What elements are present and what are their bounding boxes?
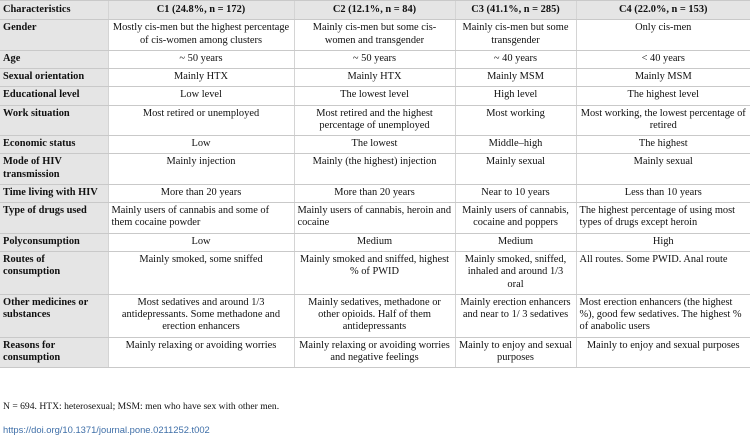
table-row (0, 203, 750, 234)
table-cell: The lowest level (294, 87, 455, 105)
row-label: Type of drugs used (0, 203, 108, 234)
row-label: Reasons for consumption (0, 337, 108, 368)
table-cell: Less than 10 years (576, 184, 750, 202)
table-footnote: N = 694. HTX: heterosexual; MSM: men who have sex with other men. (3, 401, 280, 412)
column-header: Characteristics (0, 1, 108, 20)
row-label: Other medicines or substances (0, 294, 108, 337)
table-cell: More than 20 years (294, 184, 455, 202)
table-cell: High level (455, 87, 576, 105)
doi-link[interactable]: https://doi.org/10.1371/journal.pone.0211252.t002 (3, 424, 210, 435)
table-cell: ~ 40 years (455, 50, 576, 68)
table-cell: Medium (294, 233, 455, 251)
table-cell: Mainly cis-men but some cis-women and transgender (294, 20, 455, 51)
table-row (0, 87, 750, 105)
column-header: C3 (41.1%, n = 285) (455, 1, 576, 20)
table-cell: Mainly smoked, sniffed, inhaled and around 1/3 oral (455, 251, 576, 294)
table-cell: Mainly users of cannabis and some of them cocaine powder (108, 203, 294, 234)
table-cell: ~ 50 years (294, 50, 455, 68)
table-cell: Most working (455, 105, 576, 136)
table-cell: Mostly cis-men but the highest percentage of cis-women among clusters (108, 20, 294, 51)
row-label: Polyconsumption (0, 233, 108, 251)
table-cell: Mainly erection enhancers and near to 1/ 3 sedatives (455, 294, 576, 337)
row-label: Economic status (0, 136, 108, 154)
table-cell: Middle–high (455, 136, 576, 154)
table-cell: ~ 50 years (108, 50, 294, 68)
table-row (0, 184, 750, 202)
table-header-row (0, 1, 750, 20)
table-row (0, 337, 750, 368)
table-row (0, 251, 750, 294)
table-cell: More than 20 years (108, 184, 294, 202)
table-cell: Mainly users of cannabis, cocaine and poppers (455, 203, 576, 234)
table-cell: Low (108, 233, 294, 251)
table-row (0, 50, 750, 68)
column-header: C1 (24.8%, n = 172) (108, 1, 294, 20)
table-cell: The highest level (576, 87, 750, 105)
row-label: Age (0, 50, 108, 68)
table-cell: Mainly MSM (576, 69, 750, 87)
table-cell: Mainly relaxing or avoiding worries (108, 337, 294, 368)
row-label: Educational level (0, 87, 108, 105)
row-label: Sexual orientation (0, 69, 108, 87)
table-cell: High (576, 233, 750, 251)
row-label: Routes of consumption (0, 251, 108, 294)
table-cell: Mainly MSM (455, 69, 576, 87)
table-cell: Mainly (the highest) injection (294, 154, 455, 185)
table-cell: Mainly relaxing or avoiding worries and negative feelings (294, 337, 455, 368)
table-cell: Low (108, 136, 294, 154)
table-cell: Mainly smoked and sniffed, highest % of PWID (294, 251, 455, 294)
table-cell: The lowest (294, 136, 455, 154)
row-label: Work situation (0, 105, 108, 136)
table-cell: Most erection enhancers (the highest %), good few sedatives. The highest % of anabolic users (576, 294, 750, 337)
table-cell: The highest percentage of using most types of drugs except heroin (576, 203, 750, 234)
table-cell: Most sedatives and around 1/3 antidepressants. Some methadone and erection enhancers (108, 294, 294, 337)
column-header: C2 (12.1%, n = 84) (294, 1, 455, 20)
table-row (0, 20, 750, 51)
table-row (0, 233, 750, 251)
table-cell: Near to 10 years (455, 184, 576, 202)
table-cell: Most retired or unemployed (108, 105, 294, 136)
table-cell: All routes. Some PWID. Anal route (576, 251, 750, 294)
table-cell: Mainly sedatives, methadone or other opioids. Half of them antidepressants (294, 294, 455, 337)
table-cell: Mainly smoked, some sniffed (108, 251, 294, 294)
table-row (0, 69, 750, 87)
table-cell: Mainly users of cannabis, heroin and cocaine (294, 203, 455, 234)
table-row (0, 154, 750, 185)
column-header: C4 (22.0%, n = 153) (576, 1, 750, 20)
table-cell: Only cis-men (576, 20, 750, 51)
table-cell: Mainly injection (108, 154, 294, 185)
table-cell: Most working, the lowest percentage of retired (576, 105, 750, 136)
table-cell: Mainly to enjoy and sexual purposes (455, 337, 576, 368)
table-cell: Mainly sexual (455, 154, 576, 185)
table-cell: Mainly to enjoy and sexual purposes (576, 337, 750, 368)
table-cell: Mainly cis-men but some transgender (455, 20, 576, 51)
table-cell: < 40 years (576, 50, 750, 68)
row-label: Time living with HIV (0, 184, 108, 202)
table-cell: Mainly HTX (108, 69, 294, 87)
row-label: Mode of HIV transmission (0, 154, 108, 185)
table-cell: Medium (455, 233, 576, 251)
table-cell: Mainly HTX (294, 69, 455, 87)
row-label: Gender (0, 20, 108, 51)
table-row (0, 105, 750, 136)
table-cell: Mainly sexual (576, 154, 750, 185)
table-cell: Most retired and the highest percentage of unemployed (294, 105, 455, 136)
table-cell: Low level (108, 87, 294, 105)
table-cell: The highest (576, 136, 750, 154)
table-row (0, 294, 750, 337)
table-row (0, 136, 750, 154)
